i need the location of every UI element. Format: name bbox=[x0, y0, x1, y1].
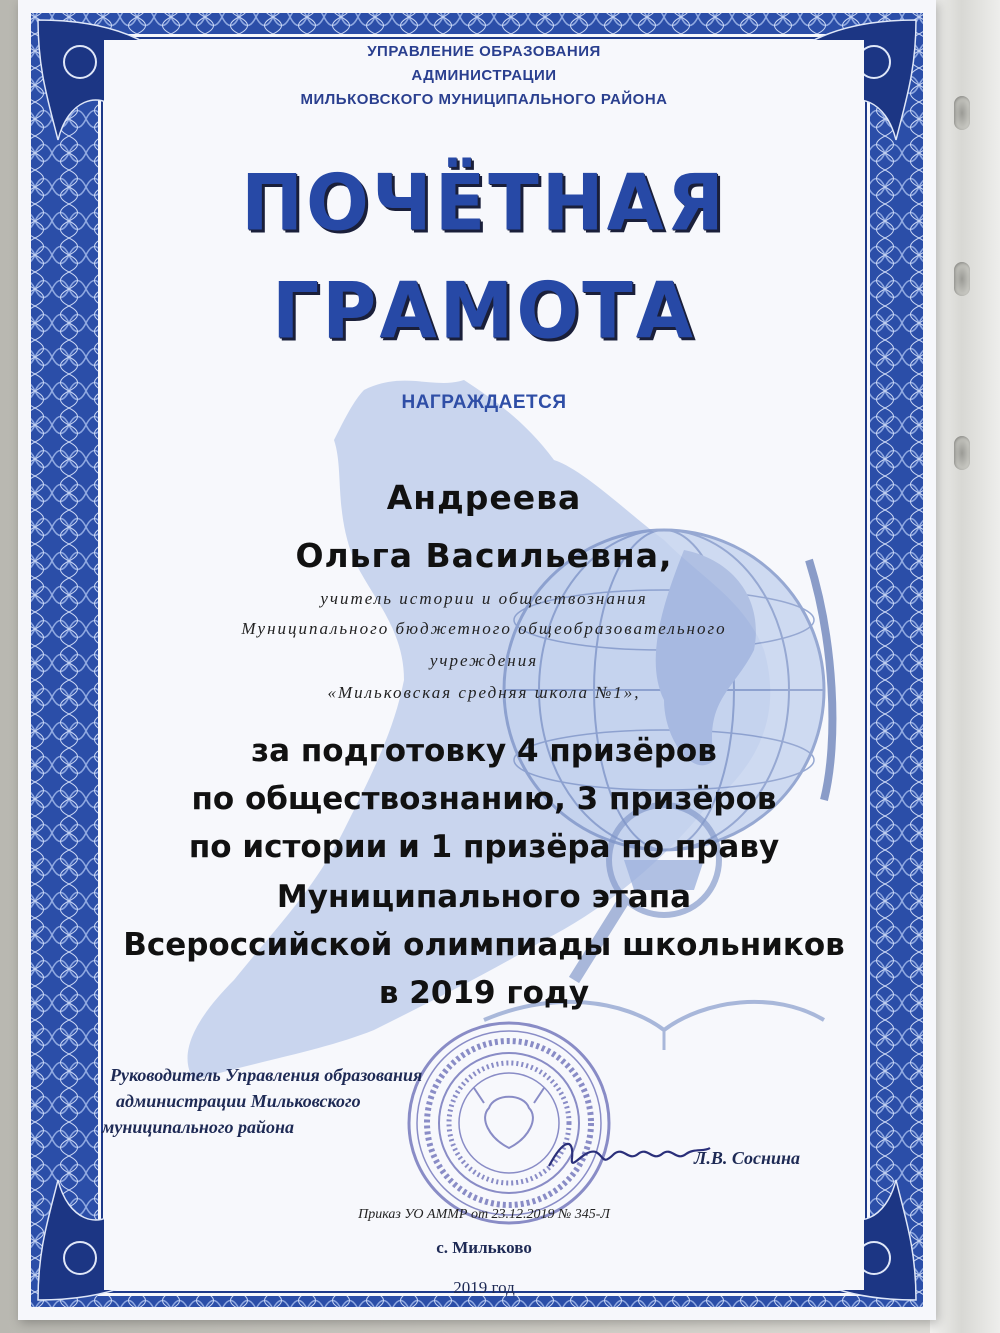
signatory-position-line: администрации Мильковского bbox=[116, 1091, 361, 1111]
reason-line: по обществознанию, 3 призёров bbox=[191, 781, 777, 817]
reason-line: за подготовку 4 призёров bbox=[251, 733, 717, 769]
title-line-2: ГРАМОТА bbox=[272, 265, 696, 357]
plastic-sleeve bbox=[930, 0, 1000, 1333]
role-line: «Мильковская средняя школа №1», bbox=[327, 683, 641, 702]
order-reference: Приказ УО АММР от 23.12.2019 № 345-Л bbox=[358, 1207, 610, 1222]
issuer-line-2: АДМИНИСТРАЦИИ bbox=[411, 67, 557, 84]
awarded-label: НАГРАЖДАЕТСЯ bbox=[401, 392, 567, 413]
recipient-surname: Андреева bbox=[386, 478, 582, 517]
title-line-1: ПОЧЁТНАЯ bbox=[241, 157, 727, 249]
signatory-name: Л.В. Соснина bbox=[694, 1148, 800, 1168]
reason-line: по истории и 1 призёра по праву bbox=[188, 829, 780, 865]
role-line: Муниципального бюджетного общеобразовательного bbox=[241, 619, 727, 638]
recipient-given-names: Ольга Васильевна, bbox=[295, 536, 673, 575]
signatory-position-line: Руководитель Управления образования bbox=[110, 1065, 423, 1085]
reason-line: Муниципального этапа bbox=[276, 879, 692, 915]
issuer-line-3: МИЛЬКОВСКОГО МУНИЦИПАЛЬНОГО РАЙОНА bbox=[300, 91, 668, 108]
reason-line: в 2019 году bbox=[378, 975, 590, 1011]
place-name: с. Мильково bbox=[436, 1238, 532, 1257]
signatory-position-line: муниципального района bbox=[102, 1117, 294, 1137]
sleeve-punch-hole bbox=[954, 262, 970, 296]
reason-line: Всероссийской олимпиады школьников bbox=[123, 927, 845, 963]
issuer-line-1: УПРАВЛЕНИЕ ОБРАЗОВАНИЯ bbox=[367, 43, 601, 60]
sleeve-punch-hole bbox=[954, 96, 970, 130]
issue-year: 2019 год bbox=[453, 1278, 515, 1297]
certificate-document bbox=[18, 0, 936, 1320]
signatory-position bbox=[102, 1062, 530, 1140]
sleeve-punch-hole bbox=[954, 436, 970, 470]
certificate-body bbox=[104, 40, 864, 1290]
role-line: учреждения bbox=[429, 651, 539, 670]
role-line: учитель истории и обществознания bbox=[320, 589, 648, 608]
handwritten-signature bbox=[544, 1128, 714, 1178]
